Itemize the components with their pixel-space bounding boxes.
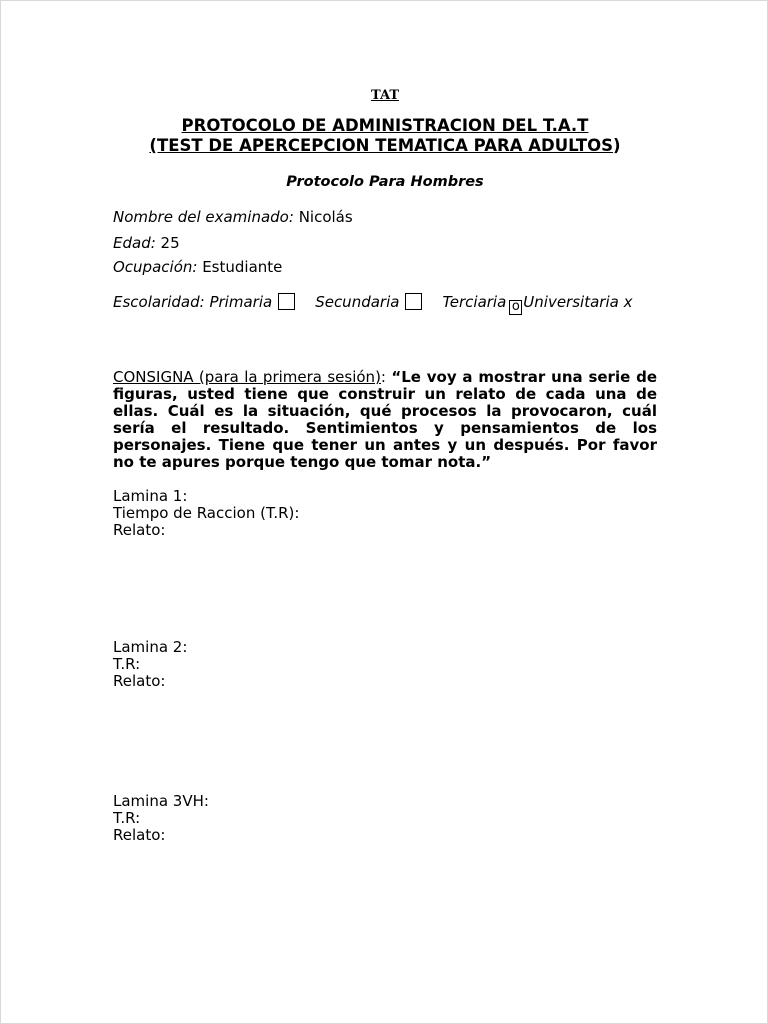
consigna-colon: : bbox=[380, 368, 392, 386]
lamina-block bbox=[113, 793, 209, 844]
document-title-line2 bbox=[1, 136, 768, 155]
consigna-heading: CONSIGNA (para la primera sesión) bbox=[113, 368, 381, 386]
edad-value: 25 bbox=[155, 234, 180, 252]
document-subtitle: Protocolo Para Hombres bbox=[286, 174, 484, 190]
lamina-tr: T.R: bbox=[113, 655, 141, 673]
lamina-tr: T.R: bbox=[113, 809, 141, 827]
nombre-label: Nombre del examinado: bbox=[113, 208, 294, 226]
document-tag: TAT bbox=[370, 88, 399, 103]
escolaridad-row bbox=[113, 293, 632, 315]
secundaria-label: Secundaria bbox=[315, 293, 400, 311]
consigna-paragraph bbox=[113, 369, 657, 471]
field-edad bbox=[113, 234, 180, 252]
consigna-text: “Le voy a mostrar una serie de figuras, usted tiene que construir un relato de cada una de ellas. Cuál es la situación, qué procesos la provocaron, cuál sería el resultado. Sentimientos y pensamientos de los personajes. Tiene que tener un antes y un después. Por favor no te apures porque tengo que tomar nota.” bbox=[113, 368, 657, 471]
document-title-line1: PROTOCOLO DE ADMINISTRACION DEL T.A.T bbox=[181, 116, 589, 135]
edad-label: Edad: bbox=[113, 234, 156, 252]
lamina-relato: Relato: bbox=[113, 672, 166, 690]
terciaria-label: Terciaria bbox=[442, 293, 507, 311]
lamina-relato: Relato: bbox=[113, 826, 166, 844]
lamina-title: Lamina 1: bbox=[113, 487, 188, 505]
ocupacion-label: Ocupación: bbox=[113, 258, 198, 276]
lamina-relato: Relato: bbox=[113, 521, 166, 539]
terciaria-checkbox[interactable]: o bbox=[509, 300, 522, 315]
lamina-title: Lamina 3VH: bbox=[113, 792, 209, 810]
universitaria-label: Universitaria x bbox=[523, 293, 633, 311]
lamina-block bbox=[113, 639, 187, 690]
field-ocupacion bbox=[113, 258, 282, 276]
nombre-value: Nicolás bbox=[293, 208, 353, 226]
lamina-tr: Tiempo de Raccion (T.R): bbox=[113, 504, 300, 522]
primaria-checkbox[interactable] bbox=[278, 293, 295, 310]
title-line2-text: (TEST DE APERCEPCION TEMATICA PARA ADULTOS bbox=[149, 136, 614, 155]
secundaria-checkbox[interactable] bbox=[405, 293, 422, 310]
escolaridad-label: Escolaridad: Primaria bbox=[113, 293, 273, 311]
title-line2-close: ) bbox=[613, 136, 621, 155]
lamina-title: Lamina 2: bbox=[113, 638, 188, 656]
ocupacion-value: Estudiante bbox=[197, 258, 283, 276]
lamina-block bbox=[113, 488, 299, 539]
field-nombre bbox=[113, 208, 353, 226]
